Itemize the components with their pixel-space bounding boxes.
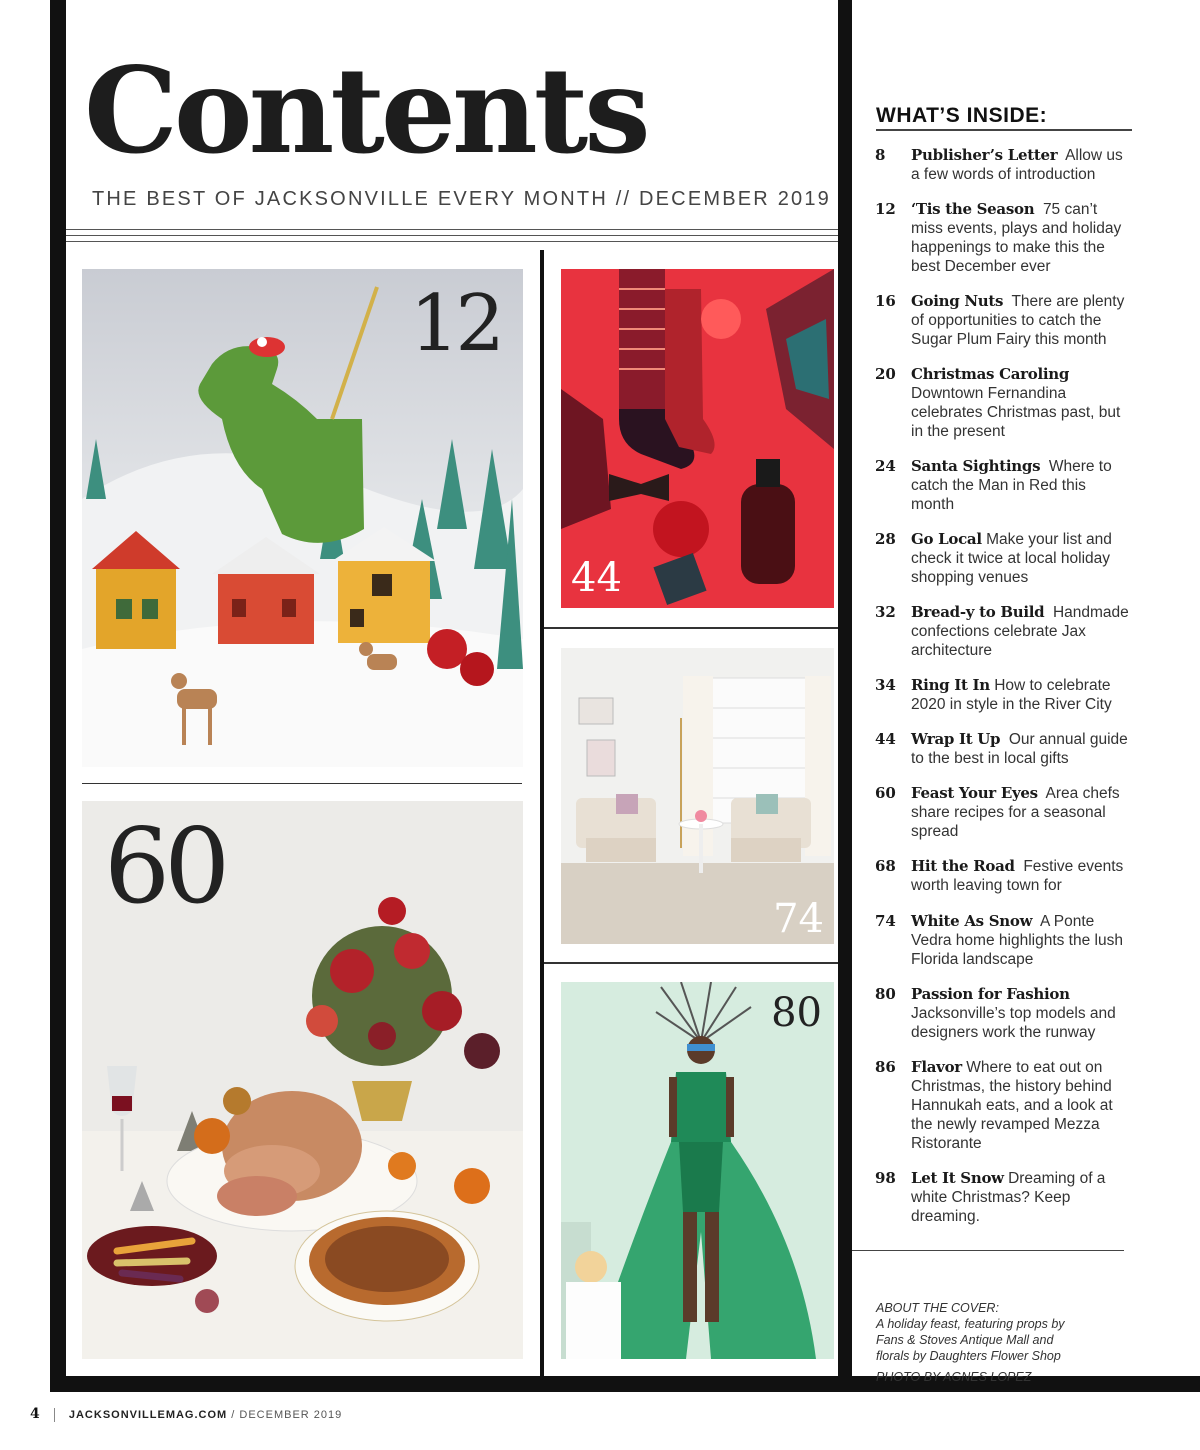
toc-description: How to celebrate 2020 in style in the River City — [911, 677, 1112, 713]
toc-description: Make your list and check it twice at local holiday shopping venues — [911, 531, 1112, 586]
toc-page-number: 86 — [875, 1058, 896, 1076]
page-subtitle: THE BEST OF JACKSONVILLE EVERY MONTH // DECEMBER 2019 — [92, 188, 832, 210]
toc-title: White As Snow — [911, 912, 1033, 930]
photo-holiday-village[interactable] — [82, 269, 523, 767]
toc-description: Downtown Fernandina celebrates Christmas past, but in the present — [911, 385, 1121, 440]
cover-note-line: Fans & Stoves Antique Mall and — [876, 1333, 1054, 1347]
toc-page-number: 34 — [875, 676, 896, 694]
toc-description: Our annual guide to the best in local gifts — [911, 731, 1128, 767]
toc-page-number: 74 — [875, 912, 896, 930]
toc-page-number: 12 — [875, 200, 896, 218]
toc-description: Where to eat out on Christmas, the history behind Hannukah eats, and a look at the newly revamped Mezza Ristorante — [911, 1059, 1113, 1152]
toc-title: Christmas Caroling — [911, 365, 1070, 383]
toc-page-number: 80 — [875, 985, 896, 1003]
toc-description: Allow us a few words of introduction — [911, 147, 1123, 183]
toc-page-number: 60 — [875, 784, 896, 802]
frame-center-bar — [838, 0, 852, 1392]
toc-title: Feast Your Eyes — [911, 784, 1038, 802]
whats-inside-heading: WHAT’S INSIDE: — [876, 104, 1048, 127]
photo-fashion-runway[interactable] — [561, 982, 834, 1359]
photo-gift-flatlay[interactable] — [561, 269, 834, 608]
whats-inside-rule — [876, 129, 1132, 131]
cover-note-line: florals by Daughters Flower Shop — [876, 1349, 1061, 1363]
toc-description: There are plenty of opportunities to catch the Sugar Plum Fairy this month — [911, 293, 1125, 348]
left-photo-divider — [82, 783, 522, 784]
toc-description: 75 can’t miss events, plays and holiday happenings to make this the best December ever — [911, 201, 1122, 275]
cover-note-label: ABOUT THE COVER: — [876, 1301, 999, 1315]
toc-page-number: 68 — [875, 857, 896, 875]
page-footer — [30, 1406, 342, 1422]
toc-description: Dreaming of a white Christmas? Keep dreaming. — [911, 1170, 1106, 1225]
page-marker-74: 74 — [773, 896, 824, 942]
about-the-cover — [876, 1300, 1126, 1385]
folio-page-number: 4 — [30, 1406, 40, 1422]
footer-site-link[interactable]: JACKSONVILLEMAG.COM — [68, 1409, 228, 1421]
toc-page-number: 8 — [875, 146, 886, 164]
frame-left-bar — [50, 0, 66, 1392]
toc-page-number: 32 — [875, 603, 896, 621]
toc-title: Publisher’s Letter — [911, 146, 1058, 164]
page-marker-60: 60 — [104, 805, 225, 927]
right-photo-divider-2 — [544, 962, 838, 964]
toc-title: Passion for Fashion — [911, 985, 1070, 1003]
footer-issue: / DECEMBER 2019 — [231, 1409, 343, 1421]
toc-page-number: 20 — [875, 365, 896, 383]
toc-description: Where to catch the Man in Red this month — [911, 458, 1112, 513]
toc-description: Area chefs share recipes for a seasonal spread — [911, 785, 1120, 840]
toc-title: ‘Tis the Season — [911, 200, 1035, 218]
toc-title: Santa Sightings — [911, 457, 1041, 475]
photo-credit: PHOTO BY AGNES LOPEZ — [876, 1370, 1032, 1384]
toc-title: Going Nuts — [911, 292, 1004, 310]
right-photo-divider-1 — [544, 627, 838, 629]
photo-white-room[interactable] — [561, 648, 834, 944]
toc-description: A Ponte Vedra home highlights the lush Florida landscape — [911, 913, 1123, 968]
header-rule-3 — [66, 241, 838, 242]
toc-page-number: 16 — [875, 292, 896, 310]
cover-note-line: A holiday feast, featuring props by — [876, 1317, 1065, 1331]
toc-title: Flavor — [911, 1058, 962, 1076]
toc-page-number: 98 — [875, 1169, 896, 1187]
header-rule-1 — [66, 229, 838, 230]
page-marker-80: 80 — [771, 990, 822, 1036]
toc-description: Handmade confections celebrate Jax architecture — [911, 604, 1129, 659]
toc-description: Festive events worth leaving town for — [911, 858, 1124, 894]
cover-note-rule — [852, 1250, 1124, 1251]
toc-title: Go Local — [911, 530, 982, 548]
toc-title: Bread-y to Build — [911, 603, 1045, 621]
footer-divider — [54, 1408, 55, 1422]
toc-description: Jacksonville’s top models and designers work the runway — [911, 1005, 1116, 1041]
header-rule-2 — [66, 235, 838, 236]
photo-holiday-feast[interactable] — [82, 801, 523, 1359]
toc-title: Let It Snow — [911, 1169, 1004, 1187]
toc-page-number: 24 — [875, 457, 896, 475]
toc-title: Wrap It Up — [911, 730, 1001, 748]
toc-page-number: 44 — [875, 730, 896, 748]
column-divider — [540, 250, 544, 1376]
page-title: Contents — [84, 41, 647, 180]
toc-title: Ring It In — [911, 676, 990, 694]
page-marker-12: 12 — [409, 279, 501, 369]
fashion-runway-illustration — [561, 982, 834, 1359]
page-marker-44: 44 — [571, 555, 622, 601]
toc-title: Hit the Road — [911, 857, 1015, 875]
toc-page-number: 28 — [875, 530, 896, 548]
